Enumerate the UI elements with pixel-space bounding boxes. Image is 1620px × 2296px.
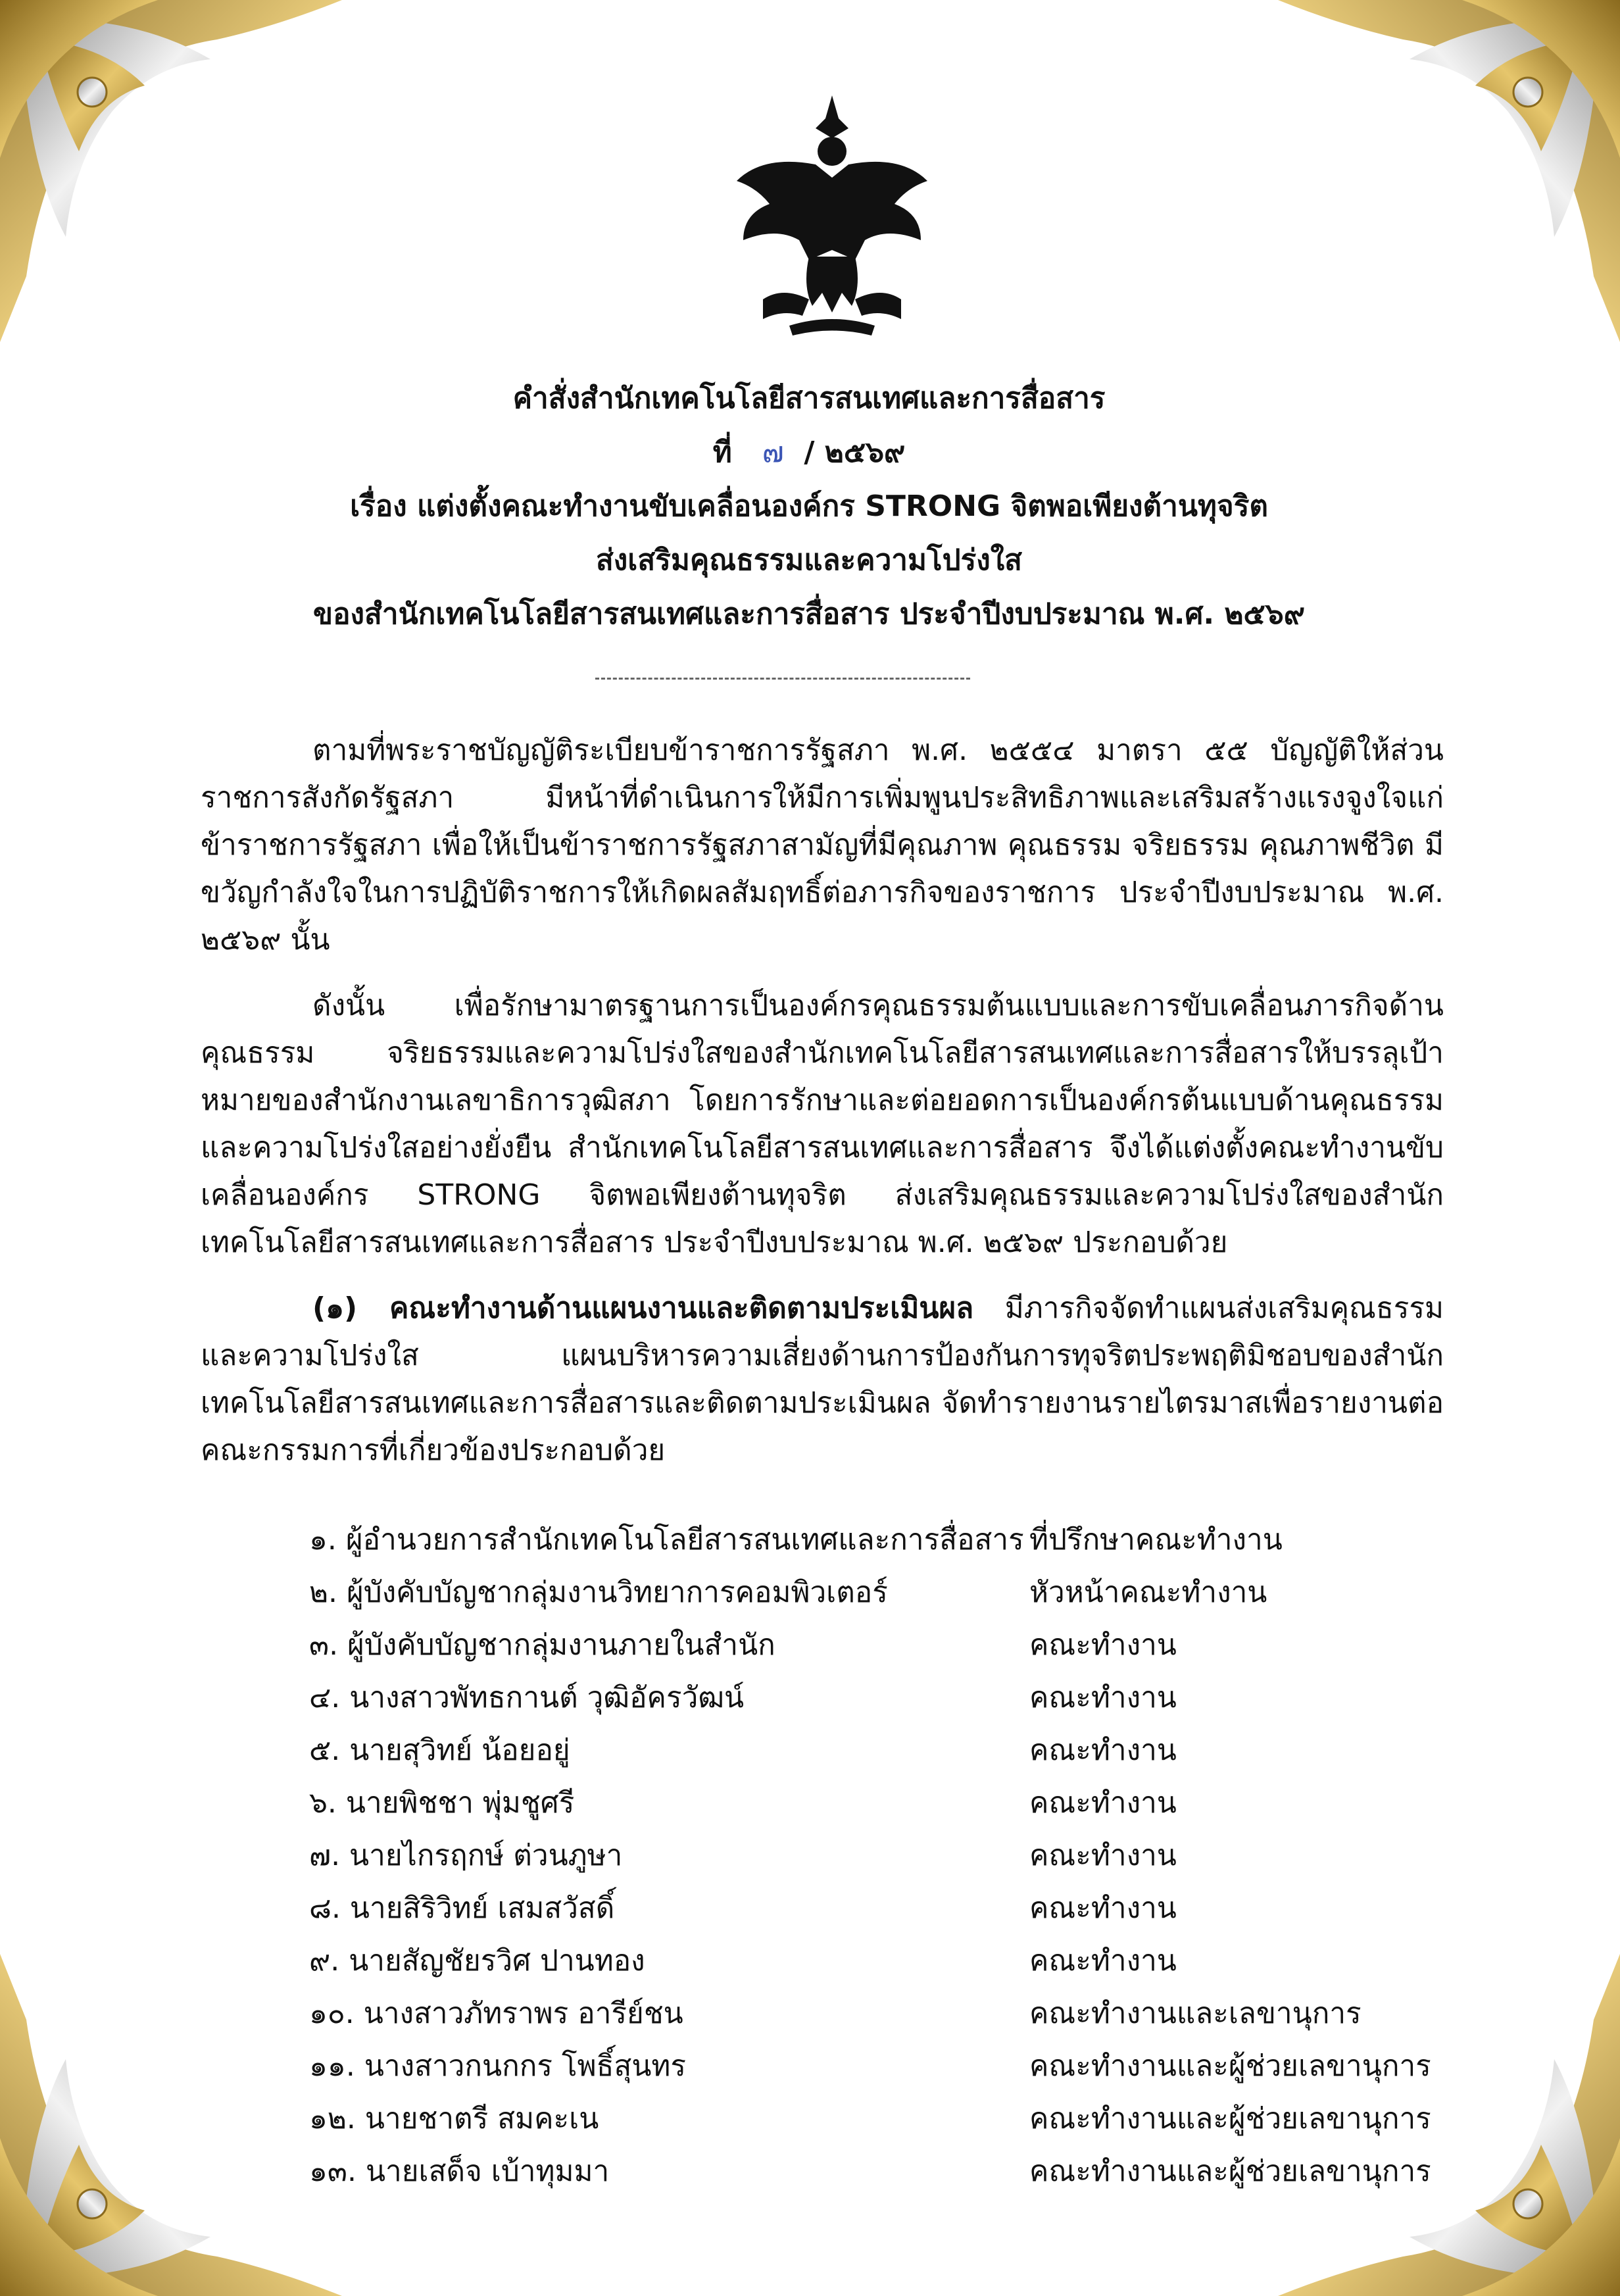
list-item xyxy=(309,1829,1450,1882)
order-title: คำสั่งสำนักเทคโนโลยีสารสนเทศและการสื่อสาร xyxy=(512,382,1106,415)
ornament-corner-top-right xyxy=(1278,0,1620,342)
list-item xyxy=(309,2092,1450,2145)
member-role: คณะทำงาน xyxy=(1029,1628,1177,1662)
member-name: ๑๑. นางสาวกนกกร โพธิ์สุนทร xyxy=(309,2049,687,2083)
subject-line-2: ส่งเสริมคุณธรรมและความโปร่งใส xyxy=(595,543,1023,577)
subject-line-3: ของสำนักเทคโนโลยีสารสนเทศและการสื่อสาร ประจำปีงบประมาณ พ.ศ. ๒๕๖๙ xyxy=(313,597,1305,631)
member-name: ๓. ผู้บังคับบัญชากลุ่มงานภายในสำนัก xyxy=(309,1628,775,1662)
list-item xyxy=(309,1724,1450,1776)
member-name: ๒. ผู้บังคับบัญชากลุ่มงานวิทยาการคอมพิวเตอร์ xyxy=(309,1576,888,1609)
list-item xyxy=(309,1513,1450,1566)
list-item xyxy=(309,1566,1450,1618)
list-item xyxy=(309,2145,1450,2197)
list-item xyxy=(309,1934,1450,1987)
order-number: ๗ xyxy=(762,436,784,469)
list-item xyxy=(309,1987,1450,2039)
member-name: ๙. นายสัญชัยรวิศ ปานทอง xyxy=(309,1944,645,1978)
header-divider xyxy=(595,678,970,680)
order-body xyxy=(201,727,1444,1493)
member-role: คณะทำงาน xyxy=(1029,1734,1177,1767)
list-item xyxy=(309,1671,1450,1724)
member-name: ๑๐. นางสาวภัทราพร อารีย์ชน xyxy=(309,1997,683,2030)
member-name: ๑๒. นายชาตรี สมคะเน xyxy=(309,2102,599,2135)
paragraph-2: ดังนั้น เพื่อรักษามาตรฐานการเป็นองค์กรคุณธรรมต้นแบบและการขับเคลื่อนภารกิจด้านคุณธรรม จริยธรรมและความโปร่งใสของสำนักเทคโนโลยีสารสนเทศและการสื่อสารให้บรรลุเป้าหมายของสำนักงานเลขาธิการวุฒิสภา โดยการรักษาและต่อยอดการเป็นองค์กรต้นแบบด้านคุณธรรมและความโปร่งใสอย่างยั่งยืน สำนักเทคโนโลยีสารสนเทศและการสื่อสาร จึงได้แต่งตั้งคณะทำงานขับเคลื่อนองค์กร STRONG จิตพอเพียงต้านทุจริต ส่งเสริมคุณธรรมและความโปร่งใสของสำนักเทคโนโลยีสารสนเทศและการสื่อสาร ประจำปีงบประมาณ พ.ศ. ๒๕๖๙ ประกอบด้วย xyxy=(201,989,1444,1259)
order-number-prefix: ที่ xyxy=(712,436,732,469)
member-name: ๗. นายไกรฤกษ์ ต่วนภูษา xyxy=(309,1839,623,1872)
order-header xyxy=(263,372,1355,641)
paragraph-3-text: มีภารกิจจัดทำแผนส่งเสริมคุณธรรมและความโปร่งใส แผนบริหารความเสี่ยงด้านการป้องกันการทุจริตประพฤติมิชอบของสำนักเทคโนโลยีสารสนเทศและการสื่อสารและติดตามประเมินผล จัดทำรายงานรายไตรมาสเพื่อรายงานต่อคณะกรรมการที่เกี่ยวข้องประกอบด้วย xyxy=(201,1291,1444,1467)
list-item xyxy=(309,1618,1450,1671)
member-role: คณะทำงานและผู้ช่วยเลขานุการ xyxy=(1029,2049,1431,2083)
order-number-line xyxy=(263,426,1355,480)
member-role: คณะทำงาน xyxy=(1029,1681,1177,1714)
member-name: ๑๓. นายเสด็จ เบ้าทุมมา xyxy=(309,2155,610,2188)
paragraph-3 xyxy=(201,1285,1444,1474)
member-role: คณะทำงาน xyxy=(1029,1786,1177,1820)
member-role: คณะทำงานและผู้ช่วยเลขานุการ xyxy=(1029,2102,1431,2135)
member-name: ๕. นายสุวิทย์ น้อยอยู่ xyxy=(309,1734,570,1767)
member-name: ๔. นางสาวพัทธกานต์ วุฒิอัครวัฒน์ xyxy=(309,1681,745,1714)
member-name: ๘. นายสิริวิทย์ เสมสวัสดิ์ xyxy=(309,1891,615,1925)
ornament-corner-top-left xyxy=(0,0,342,342)
paragraph-1: ตามที่พระราชบัญญัติระเบียบข้าราชการรัฐสภา พ.ศ. ๒๕๕๔ มาตรา ๕๕ บัญญัติให้ส่วนราชการสังกัดรัฐสภา มีหน้าที่ดำเนินการให้มีการเพิ่มพูนประสิทธิภาพและเสริมสร้างแรงจูงใจแก่ข้าราชการรัฐสภา เพื่อให้เป็นข้าราชการรัฐสภาสามัญที่มีคุณภาพ คุณธรรม จริยธรรม คุณภาพชีวิต มีขวัญกำลังใจในการปฏิบัติราชการให้เกิดผลสัมฤทธิ์ต่อภารกิจของราชการ ประจำปีงบประมาณ พ.ศ. ๒๕๖๙ นั้น xyxy=(201,734,1444,957)
member-name: ๑. ผู้อำนวยการสำนักเทคโนโลยีสารสนเทศและการสื่อสาร xyxy=(309,1523,1024,1557)
subject-line-1: เรื่อง แต่งตั้งคณะทำงานขับเคลื่อนองค์กร STRONG จิตพอเพียงต้านทุจริต xyxy=(350,489,1268,523)
paragraph-3-heading: (๑) คณะทำงานด้านแผนงานและติดตามประเมินผล xyxy=(312,1291,974,1325)
list-item xyxy=(309,2039,1450,2092)
list-item xyxy=(309,1882,1450,1934)
ornament-corner-bottom-left xyxy=(0,1954,342,2296)
list-item xyxy=(309,1776,1450,1829)
member-role: ที่ปรึกษาคณะทำงาน xyxy=(1029,1523,1283,1557)
member-role: คณะทำงานและเลขานุการ xyxy=(1029,1997,1362,2030)
member-role: คณะทำงาน xyxy=(1029,1839,1177,1872)
member-role: คณะทำงานและผู้ช่วยเลขานุการ xyxy=(1029,2155,1431,2188)
member-name: ๖. นายพิชชา พุ่มชูศรี xyxy=(309,1786,575,1820)
member-list xyxy=(309,1513,1450,2197)
member-role: หัวหน้าคณะทำงาน xyxy=(1029,1576,1267,1609)
garuda-emblem-icon xyxy=(724,89,941,342)
order-number-suffix: / ๒๕๖๙ xyxy=(804,436,906,469)
member-role: คณะทำงาน xyxy=(1029,1944,1177,1978)
member-role: คณะทำงาน xyxy=(1029,1891,1177,1925)
